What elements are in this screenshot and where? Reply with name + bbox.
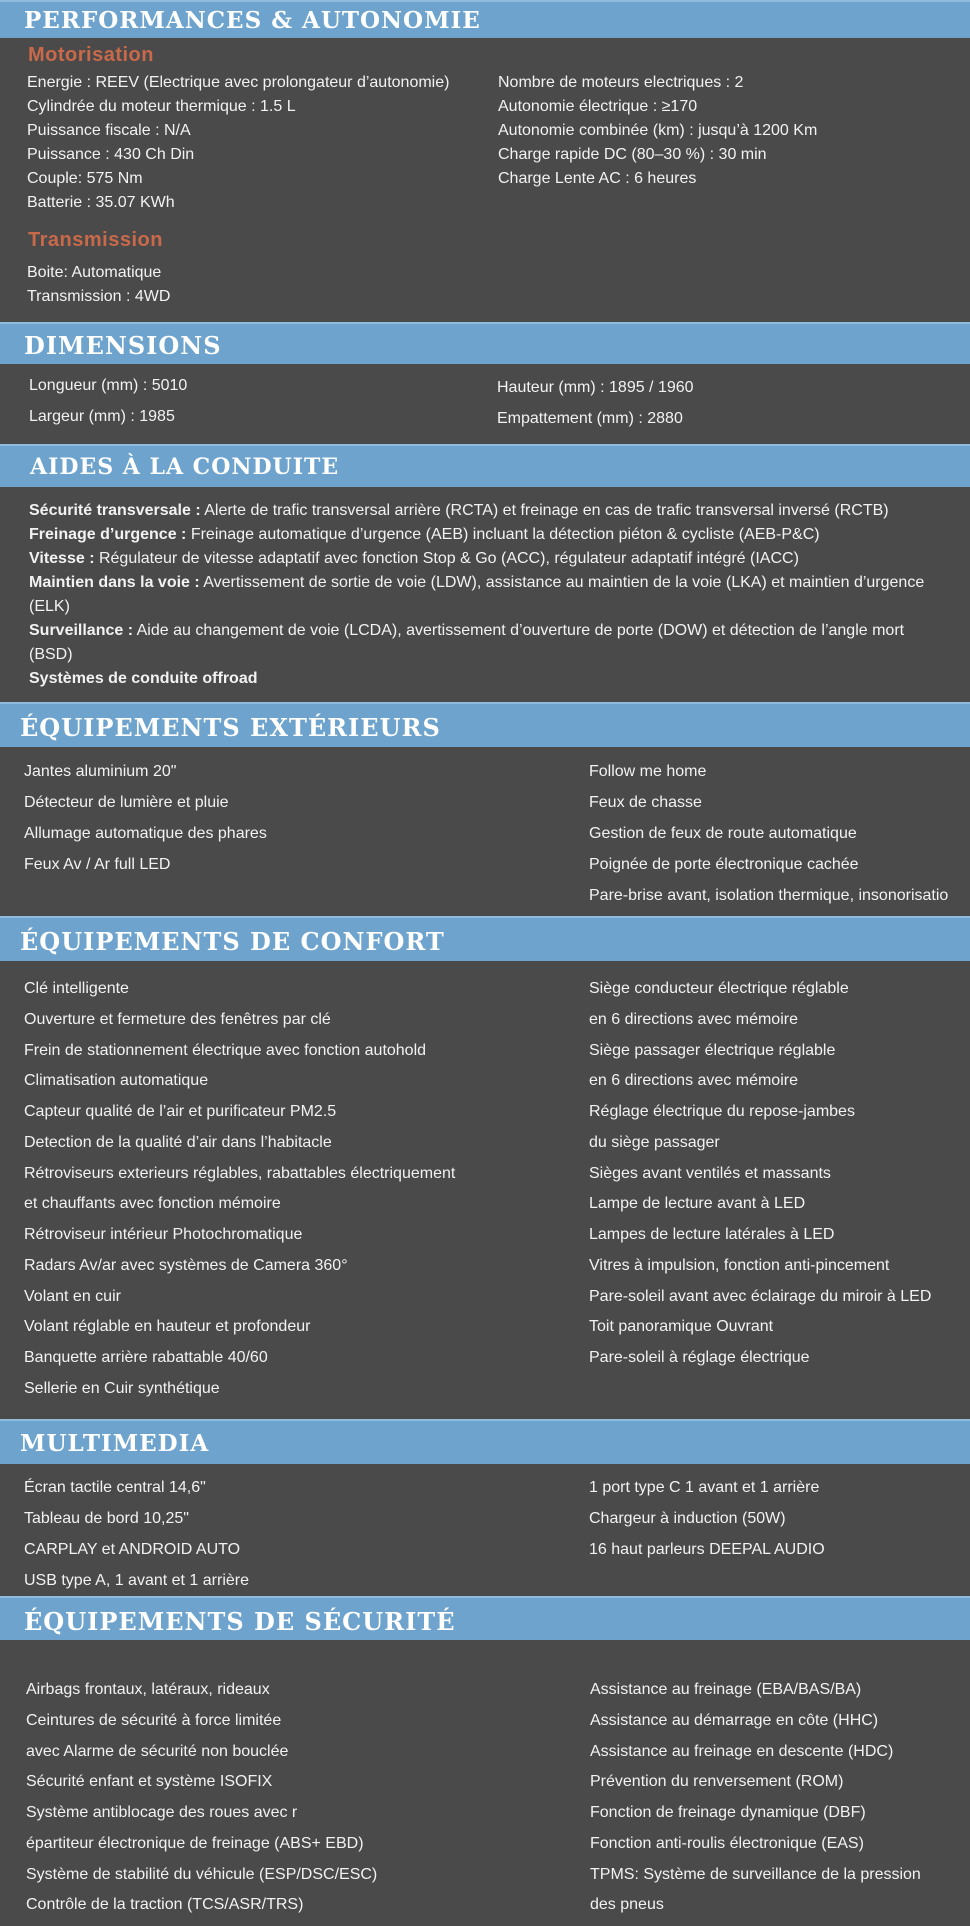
list-item: Climatisation automatique <box>24 1072 209 1090</box>
list-dimensions-left <box>29 370 187 432</box>
list-item <box>29 571 929 619</box>
item-label: Maintien dans la voie : <box>29 574 200 591</box>
list-item: Banquette arrière rabattable 40/60 <box>24 1349 268 1366</box>
list-item: Assistance au démarrage en côte (HHC) <box>590 1711 879 1729</box>
list-item: Longueur (mm) : 5010 <box>29 377 188 394</box>
list-item: des pneus <box>590 1896 664 1914</box>
list-item: Lampe de lecture avant à LED <box>589 1195 806 1213</box>
list-item: Vitres à impulsion, fonction anti-pincement <box>589 1256 890 1274</box>
list-item: Nombre de moteurs electriques : 2 <box>498 74 744 91</box>
list-item: Batterie : 35.07 KWh <box>27 194 175 211</box>
item-text: Alerte de trafic transversal arrière (RCTA) et freinage en cas de trafic transversal inversé (RCTB) <box>200 502 889 519</box>
list-confort-left <box>24 974 455 1405</box>
list-item: Fonction de freinage dynamique (DBF) <box>590 1804 866 1821</box>
list-item: Lampes de lecture latérales à LED <box>589 1226 835 1243</box>
list-item: Sellerie en Cuir synthétique <box>24 1379 220 1397</box>
section-header-performances <box>0 0 970 38</box>
list-performances-right <box>498 71 817 191</box>
section-header-dimensions <box>0 322 970 364</box>
section-header-exterieurs <box>0 702 970 747</box>
list-item: Écran tactile central 14,6" <box>24 1479 206 1496</box>
section-title: ÉQUIPEMENTS DE CONFORT <box>20 927 445 956</box>
list-item: Tableau de bord 10,25" <box>24 1510 189 1527</box>
list-item <box>29 523 929 547</box>
list-item: Hauteur (mm) : 1895 / 1960 <box>497 379 694 396</box>
item-text: Régulateur de vitesse adaptatif avec fonction Stop & Go (ACC), régulateur adaptatif intégré (IACC) <box>94 550 799 567</box>
list-item: et chauffants avec fonction mémoire <box>24 1195 281 1213</box>
list-item: Autonomie électrique : ≥170 <box>498 98 698 115</box>
list-item: Charge rapide DC (80–30 %) : 30 min <box>498 146 767 163</box>
list-item: TPMS: Système de surveillance de la pression <box>590 1865 921 1883</box>
list-transmission <box>27 261 170 309</box>
section-header-securite <box>0 1596 970 1640</box>
list-securite-left <box>26 1675 377 1921</box>
list-item: Ouverture et fermeture des fenêtres par clé <box>24 1010 331 1028</box>
list-item: Radars Av/ar avec systèmes de Camera 360° <box>24 1256 348 1274</box>
list-item: Largeur (mm) : 1985 <box>29 408 175 425</box>
section-title: AIDES À LA CONDUITE <box>30 454 340 480</box>
list-exterieurs-right <box>589 756 948 911</box>
list-item: Prévention du renversement (ROM) <box>590 1773 844 1791</box>
list-item: Airbags frontaux, latéraux, rideaux <box>26 1681 270 1698</box>
list-multimedia-left <box>24 1472 249 1596</box>
list-item: Système de stabilité du véhicule (ESP/DSC/ESC) <box>26 1865 378 1883</box>
list-item: en 6 directions avec mémoire <box>589 1010 798 1028</box>
list-item: Frein de stationnement électrique avec fonction autohold <box>24 1041 427 1059</box>
list-securite-right <box>590 1675 921 1921</box>
list-item: Fonction anti-roulis électronique (EAS) <box>590 1834 864 1852</box>
section-header-confort <box>0 916 970 961</box>
list-item: Assistance au freinage en descente (HDC) <box>590 1742 894 1760</box>
list-item: du siège passager <box>589 1133 720 1151</box>
list-item: 1 port type C 1 avant et 1 arrière <box>589 1479 820 1496</box>
list-item: Puissance fiscale : N/A <box>27 122 191 139</box>
list-item <box>29 619 929 667</box>
list-item: épartiteur électronique de freinage (ABS+ EBD) <box>26 1834 364 1852</box>
subheading-transmission: Transmission <box>28 229 163 251</box>
list-item: 16 haut parleurs DEEPAL AUDIO <box>589 1541 825 1558</box>
list-item: Jantes aluminium 20" <box>24 763 177 780</box>
item-text: Aide au changement de voie (LCDA), avertissement d’ouverture de porte (DOW) et détection de l’angle mort (BSD) <box>29 622 905 663</box>
list-exterieurs-left <box>24 756 267 880</box>
list-item: Pare-soleil à réglage électrique <box>589 1349 810 1366</box>
list-item: Empattement (mm) : 2880 <box>497 410 683 427</box>
list-item: Poignée de porte électronique cachée <box>589 856 859 873</box>
list-confort-right <box>589 974 931 1374</box>
list-item: Chargeur à induction (50W) <box>589 1510 786 1527</box>
list-item: Boite: Automatique <box>27 264 162 281</box>
list-item: Système antiblocage des roues avec r <box>26 1804 298 1821</box>
list-item: Rétroviseurs exterieurs réglables, rabattables électriquement <box>24 1164 456 1182</box>
list-item: Détecteur de lumière et pluie <box>24 794 229 811</box>
item-label: Systèmes de conduite offroad <box>29 670 258 687</box>
list-item: Ceintures de sécurité à force limitée <box>26 1711 282 1729</box>
list-item: Gestion de feux de route automatique <box>589 825 857 842</box>
list-item: Siège conducteur électrique réglable <box>589 980 849 997</box>
list-item: Siège passager électrique réglable <box>589 1041 836 1059</box>
list-item: Autonomie combinée (km) : jusqu’à 1200 Km <box>498 122 818 139</box>
item-label: Freinage d’urgence : <box>29 526 187 543</box>
item-label: Surveillance : <box>29 622 134 639</box>
list-item: Sièges avant ventilés et massants <box>589 1164 831 1182</box>
list-item: Réglage électrique du repose-jambes <box>589 1103 855 1120</box>
list-item: Volant réglable en hauteur et profondeur <box>24 1318 311 1336</box>
list-item: Capteur qualité de l’air et purificateur PM2.5 <box>24 1103 337 1120</box>
list-item: CARPLAY et ANDROID AUTO <box>24 1541 241 1558</box>
list-item: Transmission : 4WD <box>27 288 171 305</box>
list-item: Pare-brise avant, isolation thermique, insonorisatio <box>589 887 949 904</box>
list-item: Sécurité enfant et système ISOFIX <box>26 1773 273 1791</box>
list-item: Charge Lente AC : 6 heures <box>498 170 697 187</box>
list-multimedia-right <box>589 1472 825 1565</box>
list-dimensions-right <box>497 372 694 434</box>
list-item: Volant en cuir <box>24 1287 121 1305</box>
subheading-motorisation: Motorisation <box>28 44 154 66</box>
item-label: Sécurité transversale : <box>29 502 201 519</box>
section-title: PERFORMANCES & AUTONOMIE <box>24 7 481 34</box>
list-item: avec Alarme de sécurité non bouclée <box>26 1742 289 1760</box>
list-item: Allumage automatique des phares <box>24 825 267 842</box>
section-header-multimedia <box>0 1419 970 1464</box>
list-item: Cylindrée du moteur thermique : 1.5 L <box>27 98 296 115</box>
list-performances-left <box>27 71 449 215</box>
section-header-aides <box>0 444 970 487</box>
list-item: USB type A, 1 avant et 1 arrière <box>24 1572 250 1589</box>
list-item: Detection de la qualité d’air dans l’habitacle <box>24 1133 332 1151</box>
item-text: Avertissement de sortie de voie (LDW), assistance au maintien de la voie (LKA) et maintien d’urgence (ELK) <box>29 574 925 615</box>
section-title: DIMENSIONS <box>24 331 222 360</box>
list-item: Toit panoramique Ouvrant <box>589 1318 774 1336</box>
list-item: Couple: 575 Nm <box>27 170 143 187</box>
list-item: Follow me home <box>589 763 707 780</box>
list-item: Feux de chasse <box>589 794 702 811</box>
list-item <box>29 499 929 523</box>
list-item: Pare-soleil avant avec éclairage du miroir à LED <box>589 1287 932 1305</box>
list-item: Energie : REEV (Electrique avec prolongateur d’autonomie) <box>27 74 450 91</box>
list-item: en 6 directions avec mémoire <box>589 1072 798 1090</box>
item-label: Vitesse : <box>29 550 95 567</box>
section-title: ÉQUIPEMENTS DE SÉCURITÉ <box>24 1607 456 1636</box>
list-item: Puissance : 430 Ch Din <box>27 146 195 163</box>
list-item <box>29 667 929 691</box>
list-item <box>29 547 929 571</box>
list-item: Rétroviseur intérieur Photochromatique <box>24 1226 303 1243</box>
list-item: Feux Av / Ar full LED <box>24 856 171 873</box>
driving-aids-list <box>29 499 929 691</box>
list-item: Assistance au freinage (EBA/BAS/BA) <box>590 1681 862 1698</box>
list-item: Contrôle de la traction (TCS/ASR/TRS) <box>26 1896 304 1914</box>
section-title: MULTIMEDIA <box>20 1430 210 1457</box>
section-title: ÉQUIPEMENTS EXTÉRIEURS <box>20 713 441 742</box>
item-text: Freinage automatique d’urgence (AEB) incluant la détection piéton & cycliste (AEB-P&C) <box>186 526 820 543</box>
list-item: Clé intelligente <box>24 980 129 997</box>
